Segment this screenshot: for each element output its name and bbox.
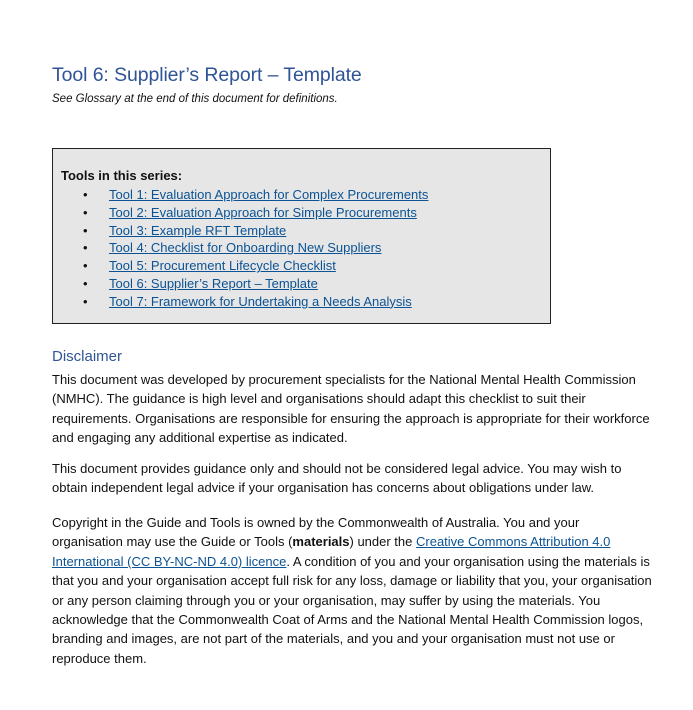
cc-licence-link[interactable]: Creative Commons Attribution 4.0 International (CC BY-NC-ND 4.0) licence bbox=[52, 534, 611, 569]
document-page bbox=[52, 62, 652, 666]
tool-4-link[interactable]: Tool 4: Checklist for Onboarding New Suppliers bbox=[109, 240, 382, 256]
bullet-icon: • bbox=[83, 187, 88, 202]
bullet-icon: • bbox=[83, 293, 88, 309]
list-item bbox=[83, 239, 428, 257]
materials-term: materials bbox=[292, 534, 350, 550]
disclaimer-heading: Disclaimer bbox=[52, 348, 123, 365]
copyright-text-mid: ) under the bbox=[349, 534, 416, 550]
list-item bbox=[83, 257, 428, 275]
list-item bbox=[83, 293, 428, 311]
copyright-text-end: . A condition of you and your organisation using the materials is that you and your organisation accept full risk for any loss, damage or liability that you, your organisation or any person claiming through you or your organisation, may suffer by using the materials. You acknowledge that the Commonwealth Coat of Arms and the National Mental Health Commission logos, branding and images, are not part of the materials, and you and your organisation must not use or reproduce them. bbox=[52, 553, 652, 666]
list-item bbox=[83, 222, 428, 240]
disclaimer-paragraph-1: This document was developed by procurement specialists for the National Mental Health Commission (NMHC). The guidance is high level and organisations should adapt this checklist to suit their requirements. Organisations are responsible for ensuring the approach is appropriate for their workforce and engaging any additional expertise as indicated. bbox=[52, 372, 650, 446]
bullet-icon: • bbox=[83, 258, 88, 274]
bullet-icon: • bbox=[83, 275, 88, 291]
copyright-paragraph bbox=[52, 513, 652, 668]
tools-series-box bbox=[52, 148, 551, 324]
tool-7-link[interactable]: Tool 7: Framework for Undertaking a Needs Analysis bbox=[109, 293, 412, 309]
tool-5-link[interactable]: Tool 5: Procurement Lifecycle Checklist bbox=[109, 258, 336, 274]
tool-6-link[interactable]: Tool 6: Supplier’s Report – Template bbox=[109, 275, 318, 291]
list-item bbox=[83, 275, 428, 293]
page-title: Tool 6: Supplier’s Report – Template bbox=[52, 64, 362, 86]
tool-1-link[interactable]: Tool 1: Evaluation Approach for Complex Procurements bbox=[109, 187, 429, 202]
bullet-icon: • bbox=[83, 222, 88, 238]
list-item bbox=[83, 186, 428, 204]
list-item bbox=[83, 204, 428, 222]
tools-list bbox=[83, 186, 428, 311]
disclaimer-paragraph-2: This document provides guidance only and should not be considered legal advice. You may wish to obtain independent legal advice if your organisation has concerns about obligations under law. bbox=[52, 461, 622, 496]
tool-3-link[interactable]: Tool 3: Example RFT Template bbox=[109, 222, 287, 238]
tool-2-link[interactable]: Tool 2: Evaluation Approach for Simple Procurements bbox=[109, 204, 417, 220]
bullet-icon: • bbox=[83, 204, 88, 220]
tools-heading: Tools in this series: bbox=[61, 168, 183, 183]
copyright-text-start: Copyright in the Guide and Tools is owned by the Commonwealth of Australia. You and your organisation may use the Guide or Tools ( bbox=[52, 515, 580, 550]
glossary-note: See Glossary at the end of this document for definitions. bbox=[52, 93, 338, 105]
bullet-icon: • bbox=[83, 240, 88, 256]
